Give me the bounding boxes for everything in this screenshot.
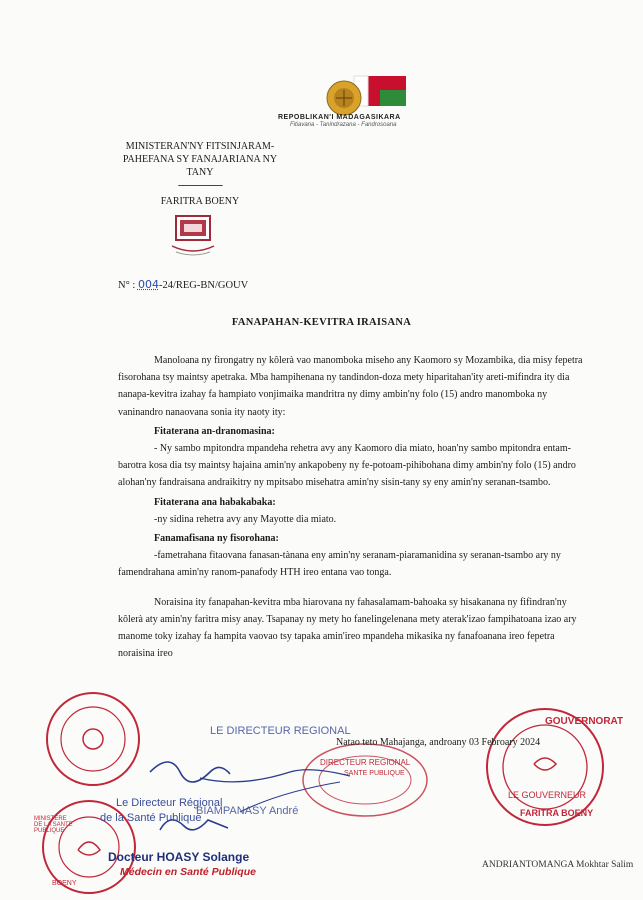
overlay-director-name: BIAMPANASY André: [196, 805, 299, 817]
section-text-air: -ny sidina rehetra avy any Mayotte dia miato.: [154, 513, 337, 525]
date-line: Natao teto Mahajanga, androany 03 Febroary 2024: [336, 737, 541, 748]
stamp-health-ministry-top-icon: [44, 690, 142, 788]
ministry-divider: -------------------: [177, 180, 223, 191]
section-heading-prevention: Fanamafisana ny fisorohana:: [154, 533, 279, 545]
stamp-governor-top-text: GOUVERNORAT: [545, 716, 624, 727]
reference-handwritten-number: 004: [137, 278, 159, 291]
section-text-sea: - Ny sambo mpitondra mpandeha rehetra avy any Kaomoro dia miato, hoan'ny sambo mpitondra entam-barotra kosa dia tsy maintsy hajaina amin'ny ankapobeny ny fe-potoam-pihibohana dimy ambin'ny folo (15) andro alohan'ny fandraisana andraikitry ny mpitsabo misehatra amin'ny sisin-tany sy eny amin'ny seranan-tsambo.: [118, 443, 576, 489]
document-title: FANAPAHAN-KEVITRA IRAISANA: [231, 317, 412, 328]
ministry-block: [110, 140, 290, 208]
ministry-line-2: PAHEFANA SY FANAJARIANA NY: [122, 154, 278, 165]
region-name: FARITRA BOENY: [160, 196, 240, 207]
director-title-fr-2: de la Santé Publique: [100, 812, 202, 824]
doctor-name: Docteur HOASY Solange: [108, 850, 250, 864]
section-text-prevention: -fametrahana fitaovana fanasan-tànana eny amin'ny seranam-piaramanidina sy seranan-tsambo ary ny famendrahana amin'ny ranom-panafody HTH ireo entana vao tonga.: [118, 550, 561, 579]
reference-prefix: N° :: [118, 280, 136, 291]
overlay-director-title: LE DIRECTEUR REGIONAL: [210, 725, 351, 737]
stamp-governor-mid-text: LE GOUVERNEUR: [508, 790, 587, 800]
stamp-center-subtext: SANTE PUBLIQUE: [344, 770, 405, 777]
ministry-line-3: TANY: [186, 167, 214, 178]
reference-number: [118, 278, 248, 291]
republic-title: REPOBLIKAN'I MADAGASIKARA: [278, 114, 401, 121]
national-emblem-icon: [318, 70, 410, 116]
stamp-left-region-text: BOENY: [52, 880, 77, 887]
stamp-left-text: MINISTERE DE LA SANTE PUBLIQUE: [34, 816, 73, 834]
section-heading-sea: Fitaterana an-dranomasina:: [154, 425, 275, 437]
section-heading-air: Fitaterana ana habakabaka:: [154, 496, 276, 508]
stamp-center-text: DIRECTEUR REGIONAL: [320, 758, 411, 767]
region-logo-icon: [162, 212, 224, 260]
document-body: [118, 352, 588, 662]
intro-paragraph: Manoloana ny firongatry ny kôlerà vao manomboka miseho any Kaomoro sy Mozambika, dia misy fepetra fisorohana tsy maintsy apetraka. Mba hampihenana ny tandindon-doza mety hiparitahan'ity areti-mifindra ity dia nanapa-kevitra izahay fa hampiato vonjimaika mandritra ny dimy ambin'ny folo (15) andro manomboka ny vaninandro nanaovana sonia ity naoty ity:: [118, 355, 583, 418]
stamp-governor-bottom-text: FARITRA BOENY: [520, 808, 594, 818]
republic-motto: Fitiavana - Tanindrazana - Fandrosoana: [290, 122, 397, 128]
ministry-line-1: MINISTERAN'NY FITSINJARAM-: [125, 141, 275, 152]
governor-name: ANDRIANTOMANGA Mokhtar Salim: [482, 860, 634, 870]
doctor-role: Médecin en Santé Publique: [120, 866, 256, 878]
director-title-fr: Le Directeur Régional: [116, 797, 223, 809]
closing-paragraph: Noraisina ity fanapahan-kevitra mba hiarovana ny fahasalamam-bahoaka sy hisakanana ny fifindran'ny kôlerà aty amin'ny faritra misy anay. Tsapanay ny mety ho fanelingelenana mety aterak'izao fampihatoana izao ary manome toky izahay fa hampita vaovao tsy tapaka amin'ireo mpandeha mikasika ny fanafoanana ireo fepetra noraisina ireo: [118, 596, 577, 660]
reference-suffix: -24/REG-BN/GOUV: [158, 280, 249, 291]
